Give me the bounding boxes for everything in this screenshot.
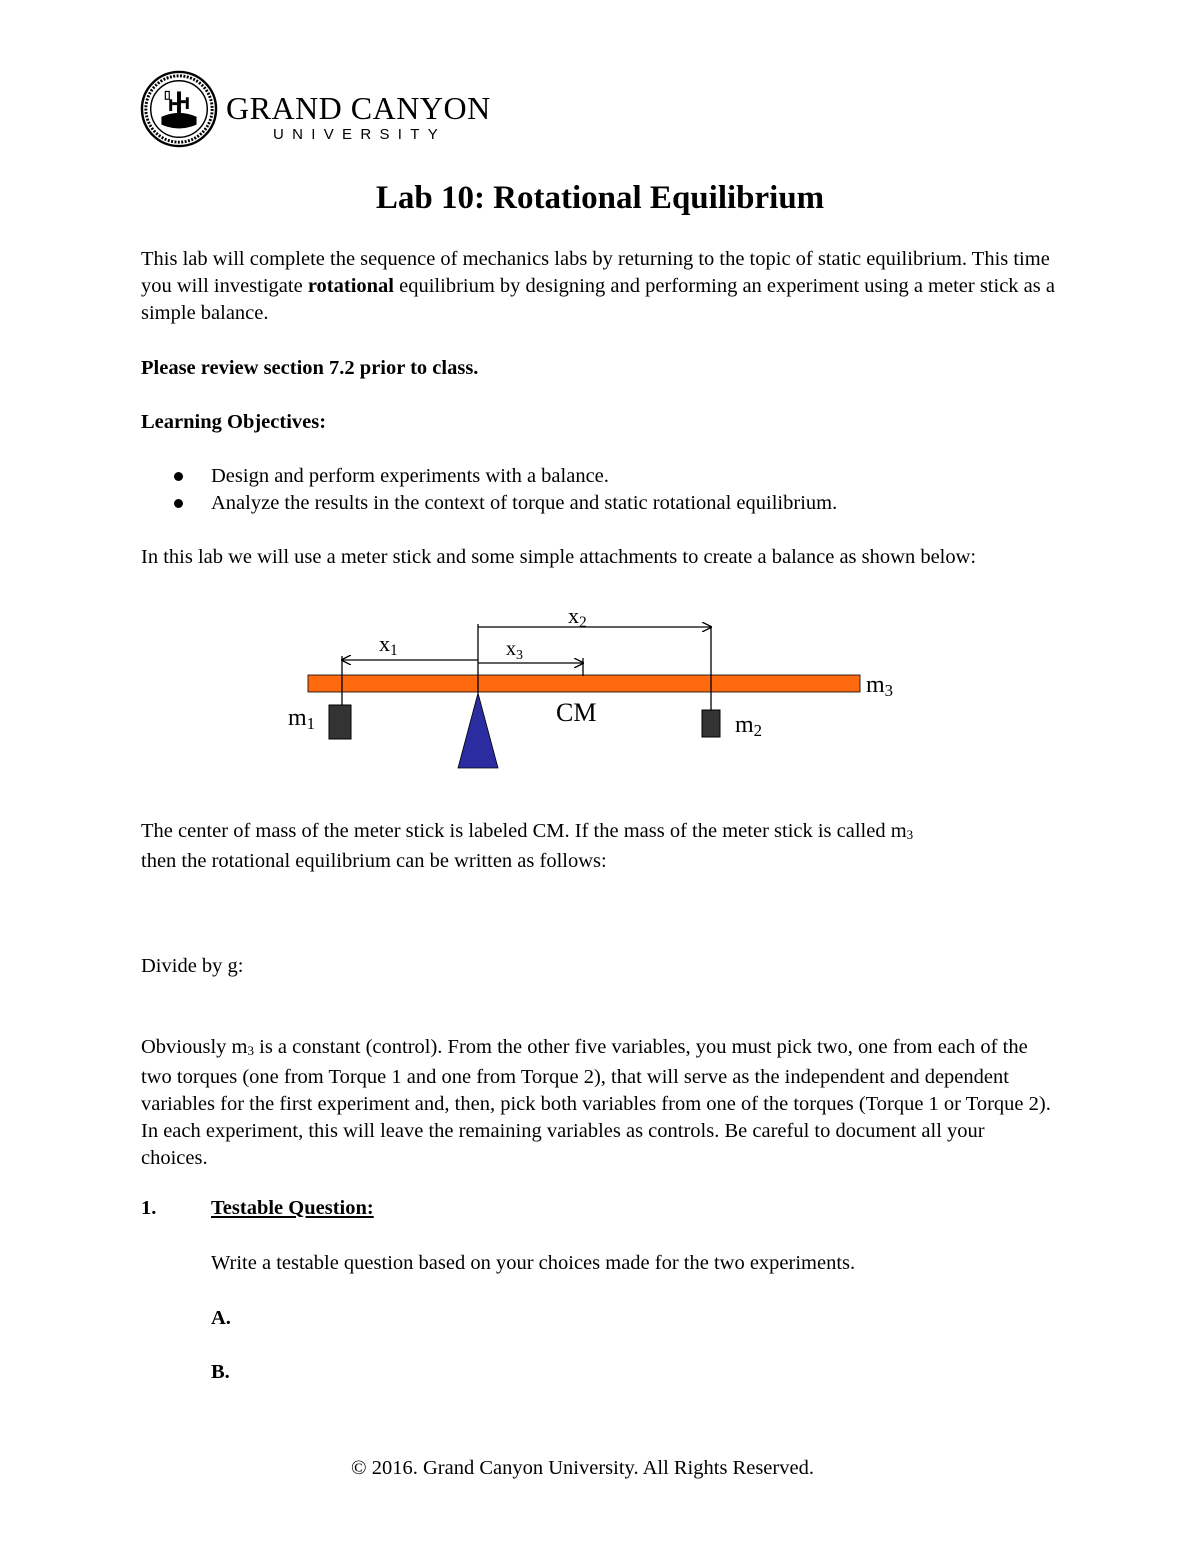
- balance-diagram: [285, 600, 925, 780]
- objectives-list: [141, 463, 1041, 517]
- cm-text-2: then the rotational equilibrium can be written as follows:: [141, 850, 607, 872]
- cm-text-1: The center of mass of the meter stick is labeled CM. If the mass of the meter stick is called m: [141, 820, 907, 842]
- cm-subscript: 3: [906, 827, 914, 842]
- university-seal-icon: [140, 70, 218, 148]
- mass-m1: [329, 705, 351, 739]
- label-m3: m3: [866, 672, 894, 700]
- logo-wordmark: [226, 92, 491, 143]
- mass-m2: [702, 710, 720, 737]
- variables-paragraph: [141, 1034, 1056, 1172]
- label-x1: x1: [379, 631, 398, 659]
- label-cm: CM: [556, 698, 597, 727]
- setup-paragraph: In this lab we will use a meter stick and some simple attachments to create a balance as shown below:: [141, 546, 977, 568]
- list-item: [141, 463, 1041, 490]
- logo-top-text: GRAND CANYON: [226, 90, 491, 126]
- section-number: 1.: [141, 1197, 157, 1219]
- copyright-footer: © 2016. Grand Canyon University. All Rights Reserved.: [351, 1457, 814, 1479]
- variables-text-2: is a constant (control). From the other five variables, you must pick two, one from each of the two torques (one from Torque 1 and one from Torque 2), that will serve as the independent and dependent variables for the first experiment and, then, pick both variables from one of the torques (Torque 1 or Torque 2). In each experiment, this will leave the remaining variables as controls. Be careful to document all your choices.: [141, 1036, 1051, 1169]
- label-x2: x2: [568, 603, 587, 631]
- answer-label-b: B.: [211, 1361, 230, 1383]
- answer-label-a: A.: [211, 1307, 231, 1329]
- label-m1: m1: [288, 705, 316, 733]
- variables-subscript: 3: [247, 1043, 254, 1058]
- intro-paragraph: [141, 246, 1061, 327]
- university-logo: [140, 70, 500, 150]
- variables-text-1: Obviously m: [141, 1036, 248, 1058]
- intro-text-1: This lab will complete the sequence of mechanics labs by returning to the topic of static equilibrium. This time you will investigate: [141, 248, 1050, 297]
- intro-text-2: equilibrium by designing and performing an experiment using a meter stick as a simple balance.: [141, 275, 1055, 324]
- bullet-icon: [174, 472, 183, 481]
- objective-text: Analyze the results in the context of torque and static rotational equilibrium.: [211, 492, 838, 514]
- label-x3: $x_3$: [506, 638, 523, 663]
- list-item: [141, 490, 1041, 517]
- review-note: Please review section 7.2 prior to class.: [141, 357, 479, 379]
- divide-text: Divide by g:: [141, 955, 244, 977]
- page-title: Lab 10: Rotational Equilibrium: [375, 180, 825, 216]
- objective-text: Design and perform experiments with a balance.: [211, 465, 609, 487]
- intro-bold: rotational: [307, 275, 395, 297]
- logo-bottom-text: UNIVERSITY: [273, 126, 447, 143]
- section-title: Testable Question:: [211, 1197, 374, 1219]
- meter-stick: [308, 675, 860, 692]
- section-instruction: Write a testable question based on your choices made for the two experiments.: [211, 1252, 856, 1274]
- fulcrum: [458, 693, 498, 768]
- label-m2: m2: [735, 712, 763, 740]
- cm-paragraph: [141, 818, 1061, 875]
- objectives-heading: Learning Objectives:: [141, 411, 327, 433]
- bullet-icon: [174, 499, 183, 508]
